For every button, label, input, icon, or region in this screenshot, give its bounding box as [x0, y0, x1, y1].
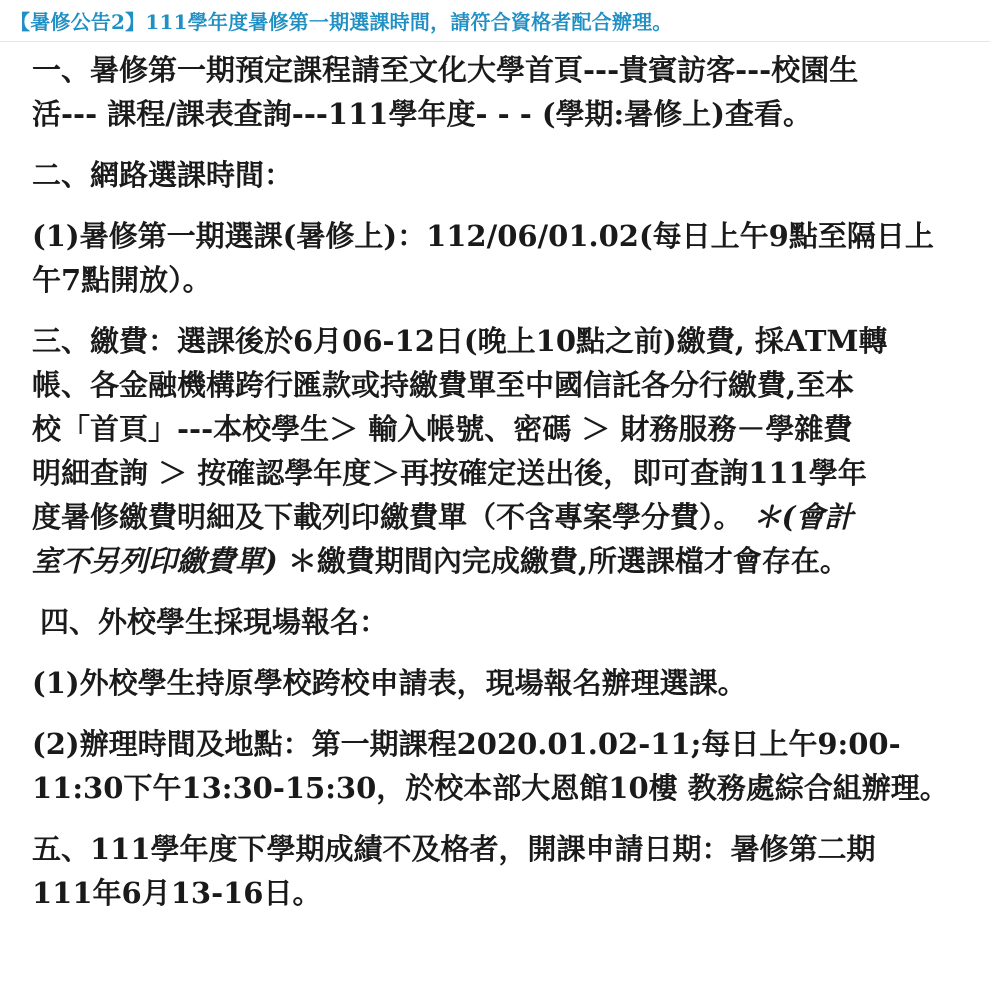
text-line: [32, 539, 982, 583]
section-4-item-2: [32, 722, 982, 810]
italic-note: 室不另列印繳費單): [32, 544, 278, 578]
section-3-payment: [32, 319, 982, 583]
text-line: 帳、各金融機構跨行匯款或持繳費單至中國信託各分行繳費,至本: [32, 368, 855, 402]
text-line: 五、111學年度下學期成績不及格者，開課申請日期：暑修第二期: [32, 832, 876, 866]
text-line: (1)外校學生持原學校跨校申請表，現場報名辦理選課。: [32, 666, 747, 700]
text-fragment: 度暑修繳費明細及下載列印繳費單（不含專案學分費）。: [32, 500, 743, 534]
announcement-title: 【暑修公告2】111學年度暑修第一期選課時間，請符合資格者配合辦理。: [10, 10, 673, 34]
text-line: 三、繳費：選課後於6月06-12日(晚上10點之前)繳費, 採ATM轉: [32, 324, 888, 358]
text-line: 校「首頁」---本校學生＞ 輸入帳號、密碼 ＞ 財務服務－學雜費: [32, 412, 853, 446]
text-line: 111年6月13-16日。: [32, 876, 322, 910]
section-5-makeup: [32, 827, 982, 915]
text-line: (2)辦理時間及地點：第一期課程2020.01.02-11;每日上午9:00-: [32, 727, 901, 761]
text-line: 11:30下午13:30-15:30，於校本部大恩館10樓 教務處綜合組辦理。: [32, 771, 949, 805]
text-line: 二、網路選課時間：: [32, 158, 294, 192]
text-line: 午7點開放）。: [32, 263, 212, 297]
text-line: 一、暑修第一期預定課程請至文化大學首頁---貴賓訪客---校園生: [32, 53, 859, 87]
text-line: 四、外校學生採現場報名：: [40, 605, 389, 639]
section-1-course-lookup: [32, 48, 982, 136]
text-fragment: ＊繳費期間內完成繳費,所選課檔才會存在。: [277, 544, 849, 578]
section-2-item-1: [32, 214, 982, 302]
text-line: 明細查詢 ＞ 按確認學年度＞再按確定送出後，即可查詢111學年: [32, 456, 867, 490]
announcement-header: [0, 0, 990, 42]
section-2-heading: [32, 153, 982, 197]
announcement-body: [32, 48, 982, 915]
text-line: (1)暑修第一期選課(暑修上)：112/06/01.02(每日上午9點至隔日上: [32, 219, 934, 253]
italic-note: ＊(會計: [752, 500, 854, 534]
section-4-heading: [32, 600, 982, 644]
text-line: [32, 495, 982, 539]
text-line: 活--- 課程/課表查詢---111學年度- - - (學期:暑修上)查看。: [32, 97, 812, 131]
section-4-item-1: [32, 661, 982, 705]
